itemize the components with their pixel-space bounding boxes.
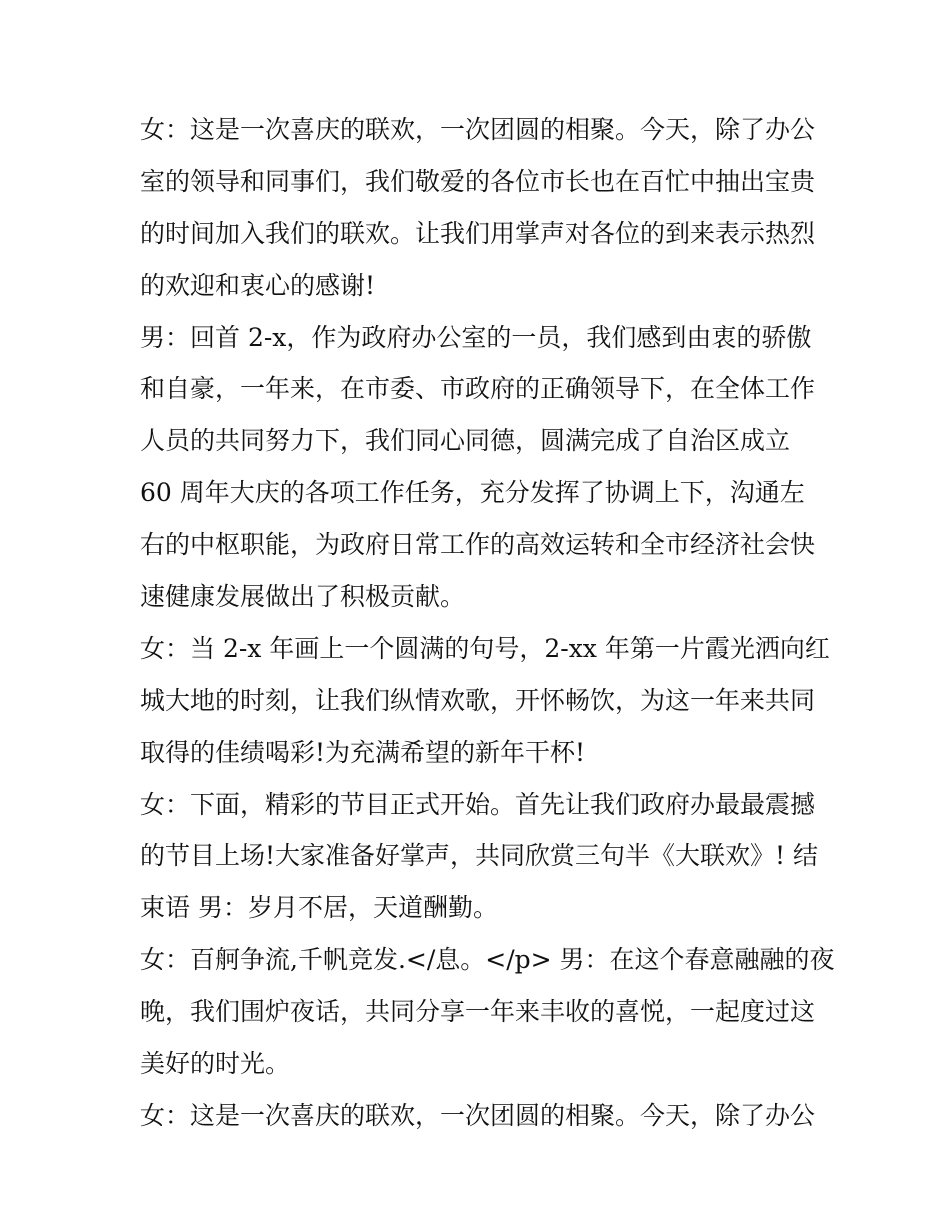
text-line: 女：这是一次喜庆的联欢，一次团圆的相聚。今天，除了办公: [140, 1100, 816, 1130]
text-line: 男：回首 2-x，作为政府办公室的一员，我们感到由衷的骄傲: [140, 322, 812, 352]
text-line: 束语 男：岁月不居，天道酬勤。: [140, 893, 498, 923]
text-line: 女：百舸争流,千帆竞发.</息。</p> 男：在这个春意融融的夜: [140, 945, 835, 975]
text-line: 城大地的时刻，让我们纵情欢歌，开怀畅饮，为这一年来共同: [140, 685, 816, 715]
text-line: 和自豪，一年来，在市委、市政府的正确领导下，在全体工作: [140, 374, 816, 404]
text-line: 的欢迎和衷心的感谢!: [140, 270, 376, 300]
text-line: 室的领导和同事们，我们敬爱的各位市长也在百忙中抽出宝贵: [140, 166, 816, 196]
text-line: 女：下面，精彩的节目正式开始。首先让我们政府办最最震撼: [140, 789, 816, 819]
text-line: 美好的时光。: [140, 1049, 291, 1079]
text-line: 60 周年大庆的各项工作任务，充分发挥了协调上下，沟通左: [140, 478, 805, 508]
text-line: 右的中枢职能，为政府日常工作的高效运转和全市经济社会快: [140, 530, 816, 560]
text-line: 取得的佳绩喝彩!为充满希望的新年干杯!: [140, 737, 586, 767]
text-line: 速健康发展做出了积极贡献。: [140, 582, 466, 612]
text-line: 人员的共同努力下，我们同心同德，圆满完成了自治区成立: [140, 426, 791, 456]
document-body: [140, 104, 835, 1142]
text-line: 女：这是一次喜庆的联欢，一次团圆的相聚。今天，除了办公: [140, 115, 816, 144]
text-line: 的时间加入我们的联欢。让我们用掌声对各位的到来表示热烈: [140, 218, 816, 248]
text-line: 女：当 2-x 年画上一个圆满的句号，2-xx 年第一片霞光洒向红: [140, 633, 830, 663]
text-line: 晚，我们围炉夜话，共同分享一年来丰收的喜悦，一起度过这: [140, 997, 816, 1027]
text-line: 的节目上场!大家准备好掌声，共同欣赏三句半《大联欢》! 结: [140, 841, 819, 871]
